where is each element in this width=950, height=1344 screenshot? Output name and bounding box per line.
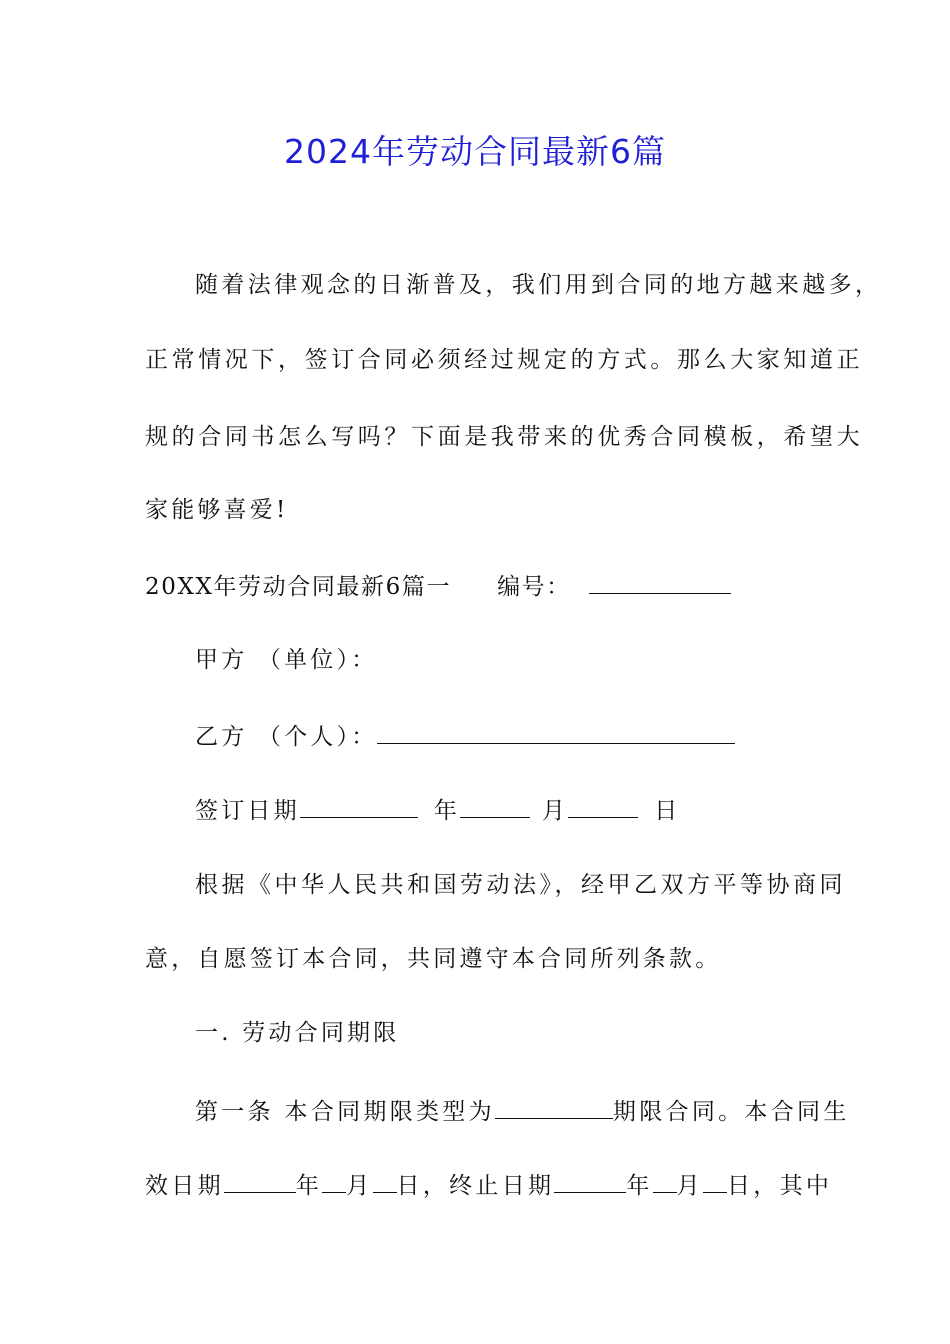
effective-date-label: 效日期: [145, 1173, 224, 1199]
article-1-suffix: 期限合同。本合同生: [612, 1099, 850, 1125]
term-type-blank: [495, 1092, 613, 1119]
year-blank: [460, 791, 530, 818]
end-month-blank: [653, 1166, 677, 1193]
end-day-label: 日，其中: [726, 1173, 833, 1199]
article-1-line-1: [195, 1092, 850, 1129]
end-year-blank: [554, 1166, 626, 1193]
basis-line-2: 意，自愿签订本合同，共同遵守本合同所列条款。: [145, 946, 722, 972]
contract-heading: 20XX年劳动合同最新6篇一: [145, 574, 452, 600]
sign-date-line: [195, 791, 680, 828]
month-blank: [568, 791, 638, 818]
effective-month-blank: [322, 1166, 346, 1193]
number-label: 编号：: [497, 574, 571, 600]
basis-line-1: 根据《中华人民共和国劳动法》，经甲乙双方平等协商同: [195, 872, 846, 898]
year-label: 年: [433, 798, 461, 824]
sign-date-label: 签订日期: [195, 798, 300, 824]
contract-heading-line: [145, 567, 731, 604]
day-label: 日: [654, 798, 681, 824]
end-month-label: 月: [676, 1173, 703, 1199]
sign-date-blank: [300, 791, 418, 818]
number-blank: [589, 567, 731, 594]
party-b-label: 乙方 （个人）：: [195, 724, 378, 750]
intro-line-3: 规的合同书怎么写吗？下面是我带来的优秀合同模板，希望大: [145, 424, 864, 450]
effective-month-label: 月: [346, 1173, 373, 1199]
party-a-label: 甲方 （单位）：: [195, 647, 378, 673]
section-heading-1: 一. 劳动合同期限: [195, 1020, 400, 1046]
party-b-blank: [377, 717, 735, 744]
article-1-prefix: 第一条 本合同期限类型为: [195, 1099, 495, 1125]
intro-line-1: 随着法律观念的日渐普及，我们用到合同的地方越来越多，: [195, 272, 882, 298]
effective-year-label: 年: [295, 1173, 323, 1199]
effective-year-blank: [224, 1166, 296, 1193]
intro-line-2: 正常情况下，签订合同必须经过规定的方式。那么大家知道正: [145, 347, 864, 373]
intro-line-4: 家能够喜爱!: [145, 497, 289, 523]
end-year-label: 年: [626, 1173, 653, 1199]
end-date-label: 日，终止日期: [396, 1173, 555, 1199]
effective-day-blank: [373, 1166, 397, 1193]
party-a-line: [195, 643, 377, 677]
party-b-line: [195, 717, 735, 754]
document-title: 2024年劳动合同最新6篇: [284, 132, 666, 171]
month-label: 月: [542, 798, 569, 824]
end-day-blank: [703, 1166, 727, 1193]
article-1-line-2: [145, 1166, 832, 1203]
